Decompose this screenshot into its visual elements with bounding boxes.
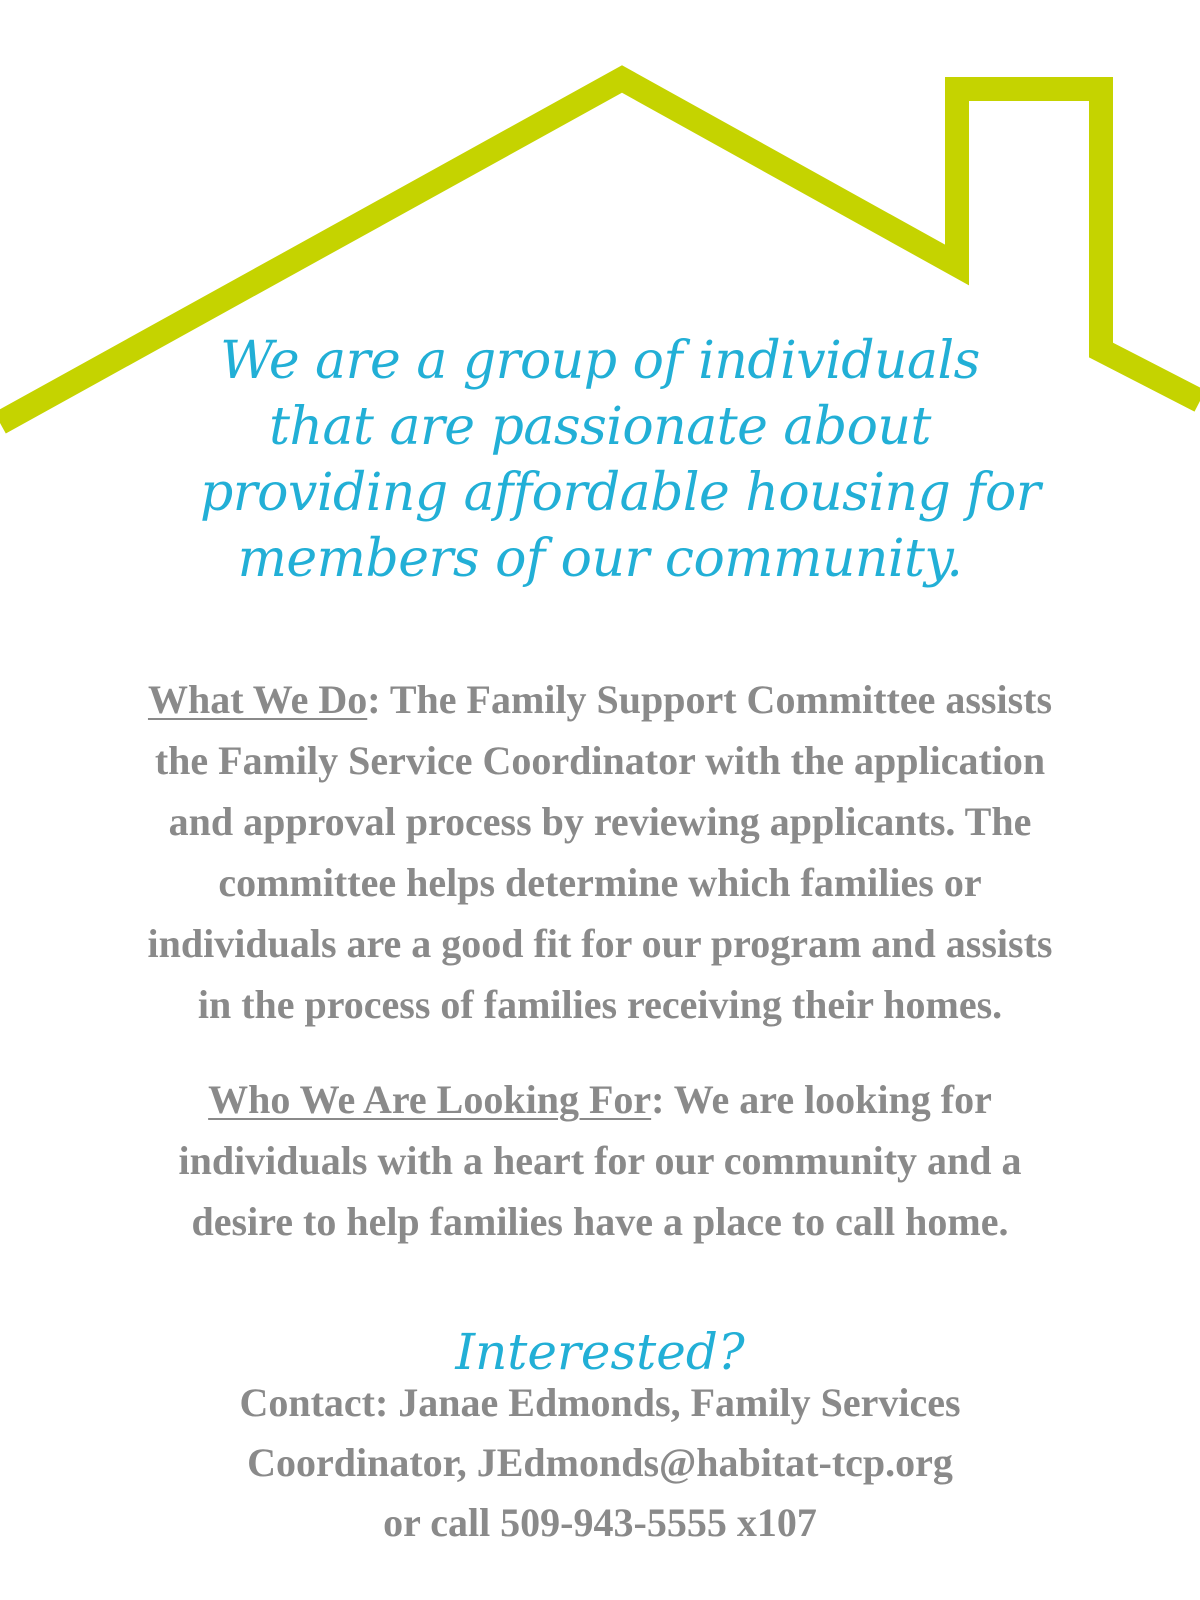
who-we-want-line: individuals with a heart for our community and a <box>178 1138 1022 1183</box>
what-we-do-section <box>50 669 1150 1035</box>
interested-heading: Interested? <box>455 1323 745 1381</box>
who-we-want-line: desire to help families have a place to call home. <box>191 1199 1009 1244</box>
what-we-do-text: : The Family Support Committee assists <box>367 677 1053 722</box>
who-we-want-text: : We are looking for <box>651 1077 992 1122</box>
mission-line: We are a group of individuals <box>220 331 980 391</box>
what-we-do-line: and approval process by reviewing applicants. The <box>168 799 1032 844</box>
who-we-want-section <box>50 1069 1150 1252</box>
mission-line: members of our community. <box>237 529 963 589</box>
what-we-do-line: the Family Service Coordinator with the application <box>154 738 1046 783</box>
who-we-want-heading: Who We Are Looking For <box>208 1077 652 1122</box>
contact-line: Coordinator, JEdmonds@habitat-tcp.org <box>247 1440 953 1485</box>
contact-line: Contact: Janae Edmonds, Family Services <box>239 1380 961 1425</box>
what-we-do-first-line <box>50 669 1150 730</box>
who-we-want-first-line <box>50 1069 1150 1130</box>
what-we-do-line: individuals are a good fit for our program and assists <box>147 921 1053 966</box>
mission-statement <box>200 328 1041 592</box>
what-we-do-line: committee helps determine which families or <box>218 860 982 905</box>
contact-info <box>100 1373 1100 1553</box>
what-we-do-line: in the process of families receiving their homes. <box>197 982 1003 1027</box>
what-we-do-heading: What We Do <box>147 677 368 722</box>
mission-line: that are passionate about <box>269 397 931 457</box>
mission-line: providing affordable housing for <box>200 463 1041 523</box>
contact-line: or call 509-943-5555 x107 <box>383 1500 817 1545</box>
